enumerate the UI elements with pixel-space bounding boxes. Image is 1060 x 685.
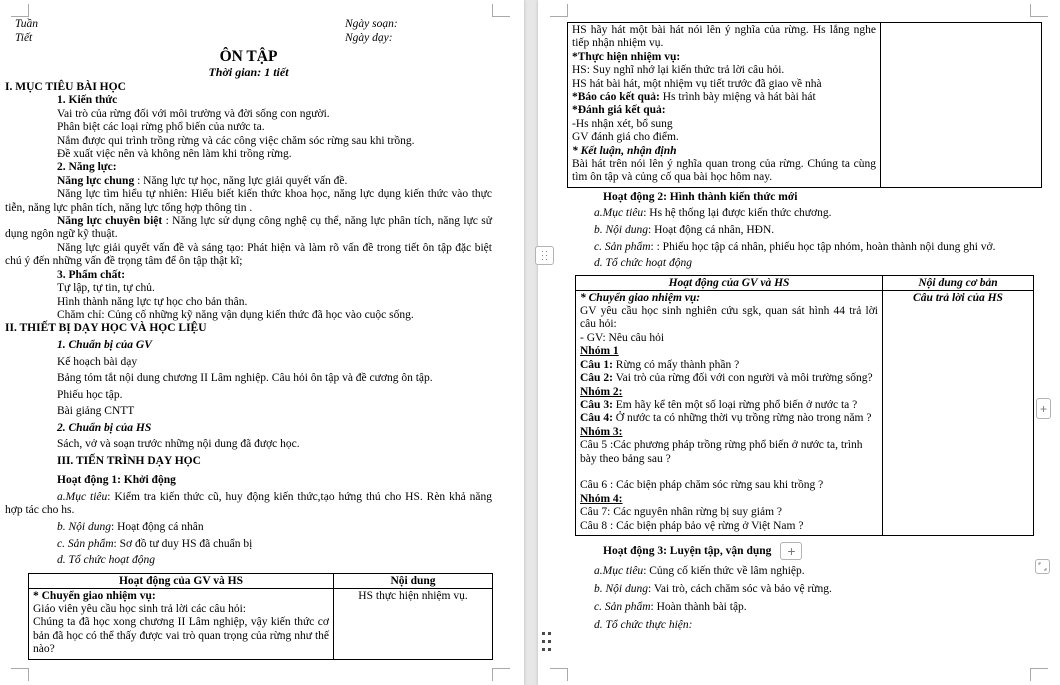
- text-line: Bài giảng CNTT: [57, 405, 135, 418]
- text-line: I. MỤC TIÊU BÀI HỌC: [5, 81, 126, 93]
- date-prepared-label: Ngày soạn:: [345, 18, 398, 30]
- document-subtitle: Thời gian: 1 tiết: [208, 65, 289, 79]
- text-boundary-corner-mark: [11, 668, 29, 681]
- text-line: Vai trò của rừng đối với môi trường và đời sống con người.: [57, 107, 330, 120]
- text-boundary-corner-mark: [492, 4, 510, 17]
- text-line: Phân biệt các loại rừng phổ biến của nước ta.: [57, 121, 265, 134]
- text-line: Kế hoạch bài dạy: [57, 355, 138, 368]
- text-boundary-corner-mark: [1030, 4, 1048, 17]
- text-line: - GV: Nêu câu hỏi: [580, 331, 665, 344]
- text-line: Năng lực tìm hiểu tự nhiên: Hiểu biết kiến thức khoa học, năng lực dụng kiến thức vào thực tiễn, năng lực phân tích, năng lực tổng hợp thông tin .: [5, 188, 492, 214]
- text-line: Tự lập, tự tin, tự chủ.: [57, 282, 155, 295]
- add-comment-button[interactable]: [1036, 398, 1051, 419]
- expand-button[interactable]: [1035, 559, 1050, 574]
- table-header-noi-dung: Nội dung: [334, 573, 493, 588]
- page-2-content: [538, 22, 1031, 632]
- text-line: HS hãy hát một bài hát nói lên ý nghĩa của rừng. Hs lắng nghe tiếp nhận nhiệm vụ.: [572, 24, 876, 50]
- activity-2-intro-text: [567, 191, 1031, 271]
- activity-1-table-continued: [567, 22, 1042, 188]
- text-line: 1. Kiến thức: [57, 94, 118, 107]
- expand-corners-icon: [1038, 562, 1047, 571]
- text-line: c. Sản phẩm: : Phiếu học tập cá nhân, phiếu học tập nhóm, hoàn thành nội dung ghi vở.: [594, 240, 996, 253]
- text-line: Câu 3: Em hãy kể tên một số loại rừng phổ biến ở nước ta ?: [580, 398, 858, 411]
- text-line: GV yêu cầu học sinh nghiên cứu sgk, quan sát hình 44 trả lời câu hỏi:: [580, 305, 878, 331]
- text-boundary-corner-mark: [550, 668, 568, 681]
- text-line: Câu 6 : Các biện pháp chăm sóc rừng sau khi trồng ?: [580, 479, 824, 492]
- activity-1-table: [28, 573, 493, 660]
- week-label: Tuần: [15, 18, 39, 30]
- table-header-gv-hs: Hoạt động của GV và HS: [29, 573, 334, 588]
- text-line: II. THIẾT BỊ DẠY HỌC VÀ HỌC LIỆU: [5, 322, 207, 335]
- text-boundary-corner-mark: [550, 4, 568, 17]
- text-line: Câu 8 : Các biện pháp bảo vệ rừng ở Việt Nam ?: [580, 519, 804, 532]
- text-line: Câu trả lời của HS: [913, 291, 1003, 304]
- text-line: * Kết luận, nhận định: [572, 144, 677, 157]
- text-line: *Báo cáo kết quả: Hs trình bày miệng và hát bài hát: [572, 91, 816, 104]
- text-boundary-corner-mark: [11, 4, 29, 17]
- document-title: ÔN TẬP: [219, 48, 278, 65]
- text-boundary-corner-mark: [492, 668, 510, 681]
- text-line: Đề xuất việc nên và không nên làm khi trồng rừng.: [57, 148, 292, 161]
- text-line: Câu 4: Ở nước ta có những thời vụ trồng rừng nào trong năm ?: [580, 412, 872, 425]
- text-line: Câu 2: Vai trò của rừng đối với con người và môi trường sống?: [580, 372, 873, 385]
- text-line: Hình thành năng lực tự học cho bản thân.: [57, 295, 248, 308]
- text-line: a.Mục tiêu: Hs hệ thống lại được kiến thức chương.: [594, 207, 832, 220]
- page-1-content: [0, 0, 524, 660]
- page-1-body-text: [5, 81, 492, 568]
- text-line: Nắm được qui trình trồng rừng và các công việc chăm sóc rừng sau khi trồng.: [57, 134, 415, 147]
- text-line: d. Tổ chức hoạt động: [594, 257, 692, 270]
- document-page-2: [538, 0, 1060, 685]
- text-line: Hoạt động 1: Khởi động: [57, 474, 176, 487]
- text-line: Phiếu học tập.: [57, 388, 123, 401]
- text-line: III. TIẾN TRÌNH DẠY HỌC: [57, 455, 201, 468]
- text-line: *Thực hiện nhiệm vụ:: [572, 50, 681, 63]
- text-line: Chúng ta đã học xong chương II Lâm nghiệp, vậy kiến thức cơ bản đã học có thể thấy được vai trò quan trọng của rừng như thế nào?: [33, 616, 329, 656]
- text-line: Sách, vở và soạn trước những nội dung đã được học.: [57, 438, 300, 451]
- period-label: Tiết: [15, 31, 33, 44]
- table-header-gv-hs: Hoạt động của GV và HS: [576, 275, 883, 290]
- table-cell-cau-tra-loi: [883, 290, 1034, 535]
- text-line: c. Sản phẩm: Hoàn thành bài tập.: [594, 600, 747, 613]
- table-cell-gv-hs: [568, 23, 881, 188]
- dots-grid-icon: [542, 251, 548, 261]
- text-line: Hoạt động 2: Hình thành kiến thức mới: [603, 190, 798, 203]
- text-line: b. Nội dung: Hoạt động cá nhân, HĐN.: [594, 224, 775, 237]
- plus-icon: +: [787, 542, 796, 559]
- text-line: Nhóm 3:: [580, 425, 623, 438]
- table-header-noi-dung-co-ban: Nội dung cơ bản: [883, 275, 1034, 290]
- activity-3-heading-row: [603, 542, 1031, 560]
- text-line: Nhóm 4:: [580, 492, 623, 505]
- text-boundary-corner-mark: [1030, 668, 1048, 681]
- text-line: * Chuyển giao nhiệm vụ:: [580, 291, 701, 304]
- text-line: Chăm chỉ: Củng cố những kỹ năng vận dụng kiến thức đã học vào cuộc sống.: [57, 308, 414, 321]
- text-line: d. Tổ chức thực hiện:: [594, 618, 693, 631]
- text-line: Câu 7: Các nguyên nhân rừng bị suy giảm ?: [580, 506, 783, 519]
- text-line: 1. Chuẩn bị của GV: [57, 338, 152, 351]
- text-line: Câu 1: Rừng có mấy thành phần ?: [580, 358, 740, 371]
- document-page-1: [0, 0, 524, 685]
- table-cell-noi-dung: [881, 23, 1042, 188]
- table-cell-gv-hs: [576, 290, 883, 535]
- text-line: HS hát bài hát, một nhiệm vụ tiết trước đã giao về nhà: [572, 77, 822, 90]
- text-line: *Đánh giá kết quả:: [572, 104, 666, 117]
- activity-3-heading: Hoạt động 3: Luyện tập, vận dụng: [603, 544, 772, 557]
- table-cell-noi-dung: [334, 588, 493, 659]
- plus-icon: +: [1039, 401, 1047, 416]
- table-cell-gv-hs: [29, 588, 334, 659]
- text-line: Bảng tóm tắt nội dung chương II Lâm nghiệp. Câu hỏi ôn tập và đề cương ôn tập.: [57, 372, 433, 385]
- text-line: Năng lực giải quyết vấn đề và sáng tạo: Phát hiện và làm rõ vấn đề trong tiết ôn tập đặc biệt chú ý đến những vấn đề trọng tâm để ôn tập thật kĩ;: [5, 241, 492, 268]
- text-line: 2. Năng lực:: [57, 161, 117, 174]
- text-line: * Chuyển giao nhiệm vụ:: [33, 589, 156, 602]
- text-line: 2. Chuẩn bị của HS: [57, 421, 152, 434]
- text-line: HS thực hiện nhiệm vụ.: [358, 589, 468, 602]
- text-line: GV đánh giá cho điểm.: [572, 131, 679, 144]
- text-line: Năng lực chung : Năng lực tự học, năng lực giải quyết vấn đề.: [57, 174, 348, 187]
- text-line: -Hs nhận xét, bổ sung: [572, 117, 673, 130]
- text-line: 3. Phẩm chất:: [57, 268, 126, 281]
- activity-3-text: [567, 565, 1031, 632]
- text-line: HS: Suy nghĩ nhớ lại kiến thức trả lời câu hỏi.: [572, 64, 785, 77]
- text-line: a.Mục tiêu: Kiểm tra kiến thức cũ, huy động kiến thức,tạo hứng thú cho HS. Rèn khả năng hợp tác cho hs.: [5, 491, 493, 517]
- table-handle-button[interactable]: [535, 246, 554, 265]
- doc-meta-row-1: [5, 18, 492, 32]
- add-block-button[interactable]: [780, 542, 802, 560]
- text-line: Câu 5 :Các phương pháp trồng rừng phổ biến ở nước ta, trình bày theo bảng sau ?: [580, 439, 863, 465]
- text-line: a.Mục tiêu: Củng cố kiến thức về lâm nghiệp.: [594, 564, 805, 577]
- activity-2-table: [575, 275, 1034, 536]
- text-line: b. Nội dung: Vai trò, cách chăm sóc và bảo vệ rừng.: [594, 582, 832, 595]
- text-line: Bài hát trên nói lên ý nghĩa quan trong của rừng. Chúng ta cùng tìm ôn tập và củng cố qua bài học hôm nay.: [572, 158, 876, 184]
- block-drag-handle-icon[interactable]: [542, 632, 551, 651]
- text-line: b. Nội dung: Hoạt động cá nhân: [57, 521, 204, 534]
- text-line: c. Sản phẩm: Sơ đồ tư duy HS đã chuẩn bị: [57, 537, 253, 550]
- date-taught-label: Ngày dạy:: [345, 31, 393, 44]
- text-line: Năng lực chuyên biệt : Năng lực sử dụng công nghệ cụ thể, năng lực phân tích, năng lực sử dụng ngôn ngữ kỹ thuật.: [5, 215, 492, 241]
- text-line: Giáo viên yêu cầu học sinh trả lời các câu hỏi:: [33, 603, 247, 616]
- text-line: Nhóm 1: [580, 345, 619, 358]
- text-line: Nhóm 2:: [580, 385, 623, 398]
- text-line: [580, 466, 878, 479]
- text-line: d. Tổ chức hoạt động: [57, 554, 155, 567]
- doc-meta-row-2: [5, 32, 492, 46]
